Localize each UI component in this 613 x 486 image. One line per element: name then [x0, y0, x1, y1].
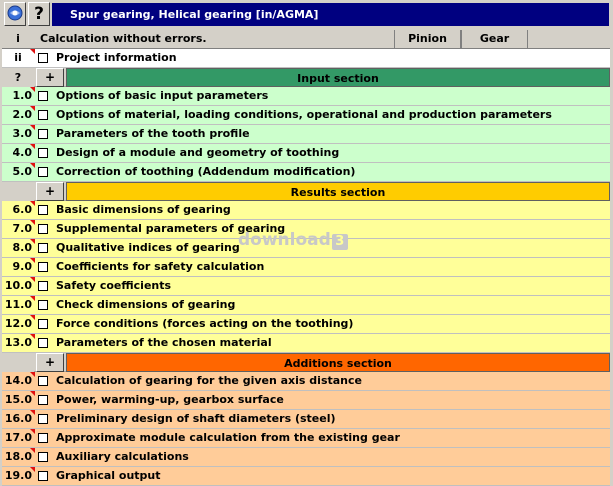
chapter-number: 18.0 [4, 450, 32, 463]
chapter-number: 14.0 [4, 374, 32, 387]
input-section-header [2, 68, 610, 87]
expand-section-button[interactable]: + [36, 353, 64, 372]
chapter-number: 2.0 [12, 108, 32, 121]
comment-marker-icon [30, 467, 35, 472]
chapter-row[interactable] [2, 429, 610, 448]
chapter-row[interactable] [2, 372, 610, 391]
chapter-row[interactable] [2, 277, 610, 296]
status-text: Calculation without errors. [40, 32, 207, 45]
chapter-checkbox[interactable] [38, 148, 48, 158]
chapter-label: Auxiliary calculations [56, 450, 189, 463]
chapter-row[interactable] [2, 296, 610, 315]
additions-section-title[interactable]: Additions section [66, 353, 610, 372]
question-mark-icon: ? [34, 4, 44, 24]
chapter-checkbox[interactable] [38, 262, 48, 272]
chapter-row[interactable] [2, 201, 610, 220]
chapter-label: Qualitative indices of gearing [56, 241, 240, 254]
chapter-label: Design of a module and geometry of toothing [56, 146, 340, 159]
chapter-checkbox[interactable] [38, 414, 48, 424]
chapter-checkbox[interactable] [38, 452, 48, 462]
results-section-title[interactable]: Results section [66, 182, 610, 201]
chapter-label: Basic dimensions of gearing [56, 203, 231, 216]
comment-marker-icon [30, 448, 35, 453]
section-help-marker[interactable]: ? [2, 68, 34, 87]
chapter-label: Supplemental parameters of gearing [56, 222, 286, 235]
comment-marker-icon [30, 144, 35, 149]
chapter-number: 1.0 [12, 89, 32, 102]
section-help-marker[interactable] [2, 182, 34, 201]
calculation-grid [2, 30, 610, 486]
project-info-checkbox[interactable] [38, 53, 48, 63]
expand-section-button[interactable]: + [36, 182, 64, 201]
chapter-label: Correction of toothing (Addendum modification) [56, 165, 356, 178]
chapter-number: 11.0 [4, 298, 32, 311]
chapter-label: Calculation of gearing for the given axis distance [56, 374, 362, 387]
input-section-title[interactable]: Input section [66, 68, 610, 87]
chapter-label: Force conditions (forces acting on the toothing) [56, 317, 354, 330]
comment-marker-icon [30, 106, 35, 111]
chapter-label: Approximate module calculation from the existing gear [56, 431, 400, 444]
comment-marker-icon [30, 201, 35, 206]
chapter-label: Options of basic input parameters [56, 89, 269, 102]
chapter-row[interactable] [2, 334, 610, 353]
gear-column-header[interactable]: Gear [461, 30, 528, 48]
chapter-number: 12.0 [4, 317, 32, 330]
comment-marker-icon [30, 391, 35, 396]
chapter-number: 7.0 [12, 222, 32, 235]
additions-section-header [2, 353, 610, 372]
chapter-number: 19.0 [4, 469, 32, 482]
chapter-row[interactable] [2, 315, 610, 334]
watermark-badge: 3 [332, 234, 348, 250]
comment-marker-icon [30, 163, 35, 168]
comment-marker-icon [30, 315, 35, 320]
chapter-checkbox[interactable] [38, 376, 48, 386]
chapter-checkbox[interactable] [38, 224, 48, 234]
chapter-label: Preliminary design of shaft diameters (steel) [56, 412, 336, 425]
help-button[interactable] [28, 2, 50, 26]
chapter-number: 15.0 [4, 393, 32, 406]
comment-marker-icon [30, 87, 35, 92]
chapter-checkbox[interactable] [38, 129, 48, 139]
comment-marker-icon [30, 239, 35, 244]
comment-marker-icon [30, 429, 35, 434]
download-watermark [238, 230, 348, 250]
sections-container [2, 68, 610, 486]
chapter-row[interactable] [2, 391, 610, 410]
chapter-number: 3.0 [12, 127, 32, 140]
comment-marker-icon [30, 49, 35, 54]
comment-marker-icon [30, 334, 35, 339]
chapter-checkbox[interactable] [38, 243, 48, 253]
window-title: Spur gearing, Helical gearing [in/AGMA] [52, 3, 609, 26]
chapter-row[interactable] [2, 125, 610, 144]
chapter-number: 17.0 [4, 431, 32, 444]
chapter-checkbox[interactable] [38, 395, 48, 405]
chapter-checkbox[interactable] [38, 110, 48, 120]
project-info-label: Project information [56, 51, 177, 64]
chapter-label: Safety coefficients [56, 279, 172, 292]
chapter-number: 16.0 [4, 412, 32, 425]
calculator-icon [7, 5, 23, 24]
expand-section-button[interactable]: + [36, 68, 64, 87]
comment-marker-icon [30, 372, 35, 377]
comment-marker-icon [30, 410, 35, 415]
pinion-column-header[interactable]: Pinion [394, 30, 461, 48]
chapter-checkbox[interactable] [38, 471, 48, 481]
results-section-header [2, 182, 610, 201]
chapter-label: Parameters of the chosen material [56, 336, 272, 349]
chapter-checkbox[interactable] [38, 281, 48, 291]
chapter-label: Parameters of the tooth profile [56, 127, 250, 140]
chapter-number: 9.0 [12, 260, 32, 273]
chapter-checkbox[interactable] [38, 205, 48, 215]
chapter-checkbox[interactable] [38, 433, 48, 443]
comment-marker-icon [30, 277, 35, 282]
chapter-label: Graphical output [56, 469, 161, 482]
chapter-number: 8.0 [12, 241, 32, 254]
chapter-number: 4.0 [12, 146, 32, 159]
calculator-button[interactable] [4, 2, 26, 26]
chapter-label: Coefficients for safety calculation [56, 260, 265, 273]
chapter-label: Options of material, loading conditions, operational and production parameters [56, 108, 552, 121]
chapter-row[interactable] [2, 448, 610, 467]
chapter-number: 10.0 [4, 279, 32, 292]
comment-marker-icon [30, 125, 35, 130]
section-help-marker[interactable] [2, 353, 34, 372]
status-row-number: i [16, 32, 20, 45]
chapter-row[interactable] [2, 87, 610, 106]
chapter-checkbox[interactable] [38, 338, 48, 348]
chapter-checkbox[interactable] [38, 300, 48, 310]
project-info-row[interactable] [2, 49, 610, 68]
chapter-checkbox[interactable] [38, 167, 48, 177]
comment-marker-icon [30, 220, 35, 225]
watermark-text: download [238, 230, 331, 250]
chapter-label: Power, warming-up, gearbox surface [56, 393, 284, 406]
status-row [2, 30, 610, 49]
chapter-label: Check dimensions of gearing [56, 298, 236, 311]
chapter-number: 13.0 [4, 336, 32, 349]
chapter-checkbox[interactable] [38, 319, 48, 329]
chapter-row[interactable] [2, 144, 610, 163]
chapter-row[interactable] [2, 106, 610, 125]
chapter-number: 5.0 [12, 165, 32, 178]
chapter-checkbox[interactable] [38, 91, 48, 101]
project-row-number: ii [14, 51, 22, 64]
chapter-row[interactable] [2, 410, 610, 429]
comment-marker-icon [30, 258, 35, 263]
comment-marker-icon [30, 296, 35, 301]
chapter-row[interactable] [2, 258, 610, 277]
chapter-row[interactable] [2, 163, 610, 182]
title-bar [0, 0, 613, 30]
chapter-number: 6.0 [12, 203, 32, 216]
